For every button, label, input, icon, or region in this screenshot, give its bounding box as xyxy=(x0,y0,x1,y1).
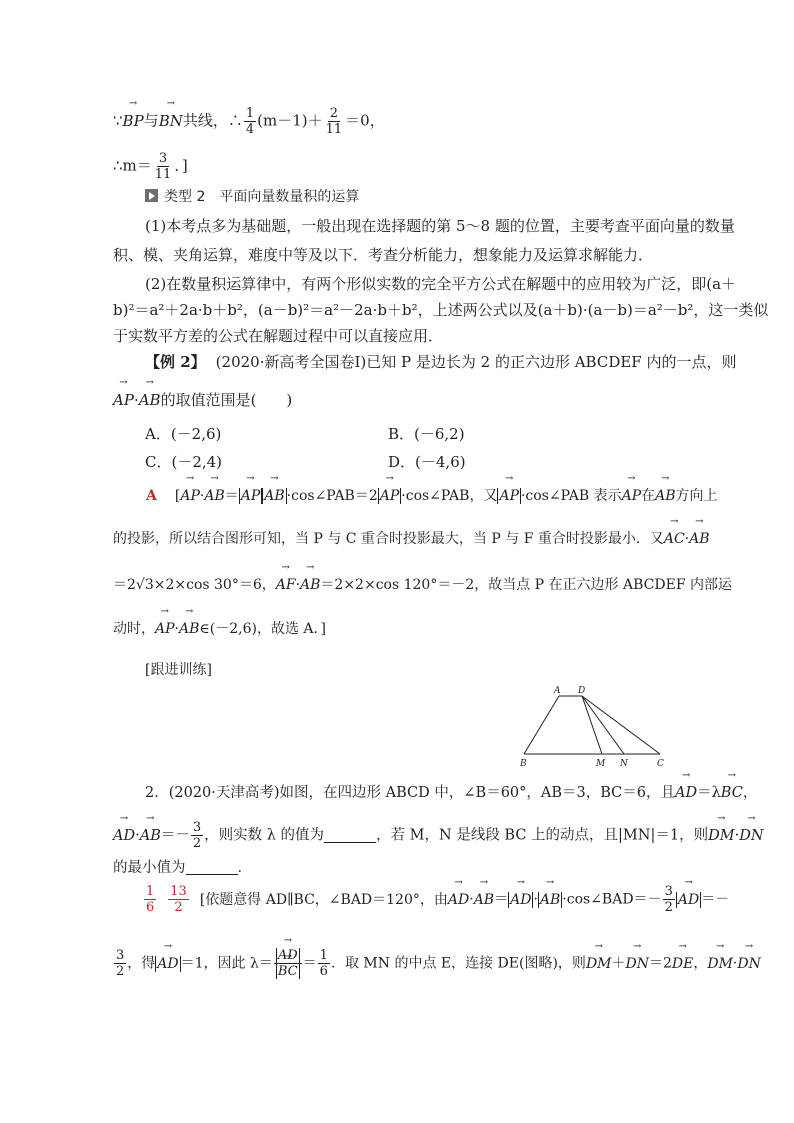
para1-line2: 积、模、夹角运算，难度中等及以下．考查分析能力，想象能力及运算求解能力． xyxy=(113,246,654,264)
vector-bc: → BC xyxy=(278,964,298,979)
result-end: ．] xyxy=(174,156,188,175)
lambda-eq: ＝1，因此 λ＝ xyxy=(180,955,273,972)
given-text: [依题意得 AD∥BC，∠BAD＝120°，由 xyxy=(199,891,448,908)
equals-neg: ＝－ xyxy=(701,891,730,908)
answer2-line2: $\frac{3}{2}$ ，得→ AD ＝1，因此 λ＝ → AD → BC ＝ $\frac{1}{6}$ ．取 MN 的中点 E，连接 DE(图略)，则→ DM＋→ DN＝2→ DE，→ DM·→ DN xyxy=(113,948,761,979)
abs-ap xyxy=(239,488,263,504)
frac-num: 3 xyxy=(158,151,168,166)
frac-den xyxy=(274,964,302,979)
vector-bp: → BP xyxy=(123,111,144,131)
follow-up-title: [跟进训练] xyxy=(145,662,212,678)
cos-text2: ·cos∠PAB，又 xyxy=(401,488,498,504)
abs-bc xyxy=(276,964,300,979)
min-question: 的最小值为 xyxy=(113,860,186,876)
equals-lambda: ＝λ xyxy=(697,785,721,801)
frac-num: 3 xyxy=(664,884,673,899)
bracket: [ xyxy=(174,488,181,504)
frac-den: 11 xyxy=(325,122,343,137)
segment-ab xyxy=(524,696,559,754)
vector-ab: → AB xyxy=(689,529,709,549)
vector-ab: → AB xyxy=(204,486,224,506)
calc-af-ab: ＝2×2×cos 120°＝－2，故当点 P 在正六边形 ABCDEF 内部运 xyxy=(320,577,732,593)
cos-bad: ·cos∠BAD＝－ xyxy=(562,891,662,908)
vector-ab: → AB xyxy=(179,619,199,639)
midpoint-text: ．取 MN 的中点 E，连接 DE(图略)，则 xyxy=(330,955,586,972)
plus: ＋ xyxy=(611,955,626,972)
comma: ， xyxy=(742,785,758,801)
vector-ab: → AB xyxy=(264,486,284,506)
abs-ab xyxy=(262,488,286,504)
frac-den: 2 xyxy=(664,900,673,915)
option-d: D．(－4,6) xyxy=(388,453,466,471)
para2-line3: 于实数平方差的公式在解题过程中可以直接应用． xyxy=(113,327,444,345)
result-m-line xyxy=(113,151,188,182)
frac-num: 1 xyxy=(319,948,328,963)
vector-de: → DE xyxy=(672,954,693,974)
answer2-line1: $\frac{1}{6}$ $\frac{13}{2}$ [依题意得 AD∥BC，∠BAD＝120°，由→ AD·→ AB＝→ AD ·→ AB ·cos∠BAD＝－ $\frac{3}{2}$ → AD ＝－ xyxy=(143,884,729,915)
fraction-three-halves xyxy=(114,948,126,979)
projection-explain: 的投影，所以结合图形可知，当 P 与 C 重合时投影最大，当 P 与 F 重合时投影最小．又 xyxy=(113,531,664,547)
answer-one-sixth xyxy=(144,884,156,915)
cos-text: ·cos∠PAB＝2 xyxy=(286,488,378,504)
text-collinear: 共线，∴ xyxy=(182,111,243,130)
segment-dm xyxy=(582,696,602,754)
fraction-one-sixth xyxy=(318,948,330,979)
vector-ap: → AP xyxy=(380,486,400,506)
frac-den: 2 xyxy=(192,836,202,851)
therefore-m: ∴m＝ xyxy=(113,156,152,175)
expr-end: ＝0， xyxy=(345,111,385,130)
solution-line4: 动时，→ AP·→ AB∈(－2,6)，故选 A．] xyxy=(113,619,326,639)
fraction-three-elevenths xyxy=(153,151,174,182)
vector-af: → AF xyxy=(276,575,296,595)
frac-num: 13 xyxy=(170,884,187,899)
problem2-text: 2．(2020·天津高考)如图，在四边形 ABCD 中，∠B＝60°，AB＝3，BC＝6，且 xyxy=(145,785,675,801)
label-a: A xyxy=(554,686,561,696)
vector-ap: → AP xyxy=(499,486,519,506)
equals: ＝ xyxy=(302,955,317,972)
frac-num: 3 xyxy=(116,948,125,963)
calc-ac-ab: ＝2√3×2×cos 30°＝6， xyxy=(113,577,276,593)
option-a: A．(－2,6) xyxy=(145,425,222,443)
frac-num: 2 xyxy=(329,106,339,121)
vector-ap: → AP xyxy=(622,486,642,506)
vector-ad: → AD xyxy=(510,890,531,910)
abs-ab xyxy=(538,892,562,908)
example-question-text: (2020·新高考全国卷Ⅰ)已知 P 是边长为 2 的正六边形 ABCDEF 内的一点，则 xyxy=(215,353,737,371)
abs-ad xyxy=(676,892,701,908)
expr-middle: (m－1)＋ xyxy=(257,111,323,130)
text-on: 在 xyxy=(641,488,656,504)
label-c: C xyxy=(657,759,664,769)
problem2-line2: → AD·→ AB＝－ $\frac{3}{2}$ ，则实数 λ 的值为 ，若 M，N 是线段 BC 上的动点，且|MN|＝1，则→ DM·→ DN xyxy=(113,820,764,851)
mn-condition: ，若 M，N 是线段 BC 上的动点，且|MN|＝1，则 xyxy=(376,827,709,844)
answer-thirteen-halves xyxy=(168,884,189,915)
para2-line2: b)²＝a²＋2a·b＋b²，(a－b)²＝a²－2a·b＋b²，上述两公式以及(a＋b)·(a－b)＝a²－b²，这一类似 xyxy=(113,301,769,319)
equals-two: ＝2 xyxy=(648,955,672,972)
label-n: N xyxy=(620,759,628,769)
vector-ab: → AB xyxy=(540,890,560,910)
vector-dn: → DN xyxy=(739,826,763,846)
vector-ab: → AB xyxy=(139,390,161,410)
vector-dn: → DN xyxy=(737,954,760,974)
because-symbol: ∵ xyxy=(113,111,123,130)
frac-num: 3 xyxy=(192,820,202,835)
dot: · xyxy=(133,391,139,409)
equals: ＝ xyxy=(224,488,239,504)
segment-dc xyxy=(582,696,660,754)
solution-line3: ＝2√3×2×cos 30°＝6，→ AF·→ AB＝2×2×cos 120°＝－2，故当点 P 在正六边形 ABCDEF 内部运 xyxy=(113,575,732,595)
vector-ab: → AB xyxy=(655,486,675,506)
abs-ap xyxy=(497,488,521,504)
frac-den: 6 xyxy=(146,900,155,915)
vector-ac: → AC xyxy=(664,529,685,549)
option-b: B．(－6,2) xyxy=(388,425,465,443)
fraction-one-quarter xyxy=(244,106,256,137)
frac-den: 2 xyxy=(174,900,183,915)
option-c: C．(－2,4) xyxy=(145,453,223,471)
fraction-ad-over-bc xyxy=(274,948,302,979)
period: ． xyxy=(237,860,252,876)
got-text: ，得 xyxy=(127,955,156,972)
solution-line1: A [→ AP·→ AB＝→ AP→ AB ·cos∠PAB＝2→ AP ·cos∠PAB，又→ AP ·cos∠PAB 表示→ AP在→ AB方向上 xyxy=(146,486,718,506)
direction-text: 方向上 xyxy=(675,488,718,504)
vector-ap: → AP xyxy=(113,390,134,410)
answer-letter: A xyxy=(146,488,157,504)
example-question-line1 xyxy=(145,352,737,372)
abs-ad xyxy=(508,892,533,908)
vector-ap: → AP xyxy=(180,486,200,506)
frac-num: 1 xyxy=(146,884,155,899)
equals-neg: ＝－ xyxy=(160,827,190,844)
frac-num: 1 xyxy=(245,106,255,121)
trapezoid-figure xyxy=(512,682,672,772)
vector-bn: → BN xyxy=(159,111,183,131)
vector-dn: → DN xyxy=(626,954,649,974)
problem2-line1 xyxy=(145,783,757,803)
vector-ad: → AD xyxy=(157,954,178,974)
problem2-line3 xyxy=(113,858,252,878)
text-and: 与 xyxy=(143,111,159,130)
vector-ad: → AD xyxy=(113,826,135,846)
para1-line1: (1)本考点多为基础题，一般出现在选择题的第 5～8 题的位置，主要考查平面向量的数量 xyxy=(145,217,735,235)
para2-line1: (2)在数量积运算律中，有两个形似实数的完全平方公式在解题中的应用较为广泛，即(a＋ xyxy=(145,275,737,293)
vector-ap: → AP xyxy=(155,619,175,639)
lambda-question: ，则实数 λ 的值为 xyxy=(204,827,325,844)
segment-dn xyxy=(582,696,624,754)
vector-ad: → AD xyxy=(675,783,697,803)
comma: ， xyxy=(693,955,708,972)
vector-ad: → AD xyxy=(278,948,298,963)
fraction-three-halves xyxy=(663,884,675,915)
vector-ab: → AB xyxy=(474,890,494,910)
example-label: 【例 2】 xyxy=(145,353,206,371)
label-d: D xyxy=(578,686,586,696)
collinear-line xyxy=(113,106,385,137)
abs-ad xyxy=(155,956,180,972)
solution-line2: 的投影，所以结合图形可知，当 P 与 C 重合时投影最大，当 P 与 F 重合时投影最小．又→ AC·→ AB xyxy=(113,529,710,549)
vector-ad: → AD xyxy=(678,890,699,910)
vector-dm: → DM xyxy=(708,826,734,846)
vector-dm: → DM xyxy=(586,954,612,974)
vector-ap: → AP xyxy=(241,486,261,506)
frac-den: 2 xyxy=(116,964,125,979)
frac-den: 11 xyxy=(154,167,172,182)
play-icon xyxy=(145,189,158,202)
moving-text: 动时， xyxy=(113,621,155,637)
label-b: B xyxy=(520,759,527,769)
frac-den: 6 xyxy=(319,964,328,979)
fraction-three-halves xyxy=(191,820,203,851)
example-question-line2 xyxy=(113,390,292,410)
section-heading xyxy=(145,187,359,207)
vector-bc: → BC xyxy=(721,783,743,803)
range-question: 的取值范围是( ) xyxy=(160,391,293,409)
answer-blank-1[interactable] xyxy=(324,842,376,843)
vector-ad: → AD xyxy=(448,890,469,910)
conclusion: ∈(－2,6)，故选 A．] xyxy=(199,621,326,637)
projection-text: ·cos∠PAB 表示 xyxy=(520,488,622,504)
abs-ap xyxy=(378,488,402,504)
vector-ab: → AB xyxy=(140,826,161,846)
fraction-two-elevenths xyxy=(324,106,345,137)
section-title: 类型 2 平面向量数量积的运算 xyxy=(164,189,360,205)
answer-blank-2[interactable] xyxy=(186,874,238,875)
vector-dm: → DM xyxy=(707,954,733,974)
frac-den: 4 xyxy=(245,122,255,137)
label-m: M xyxy=(596,759,606,769)
vector-ab: → AB xyxy=(300,575,320,595)
